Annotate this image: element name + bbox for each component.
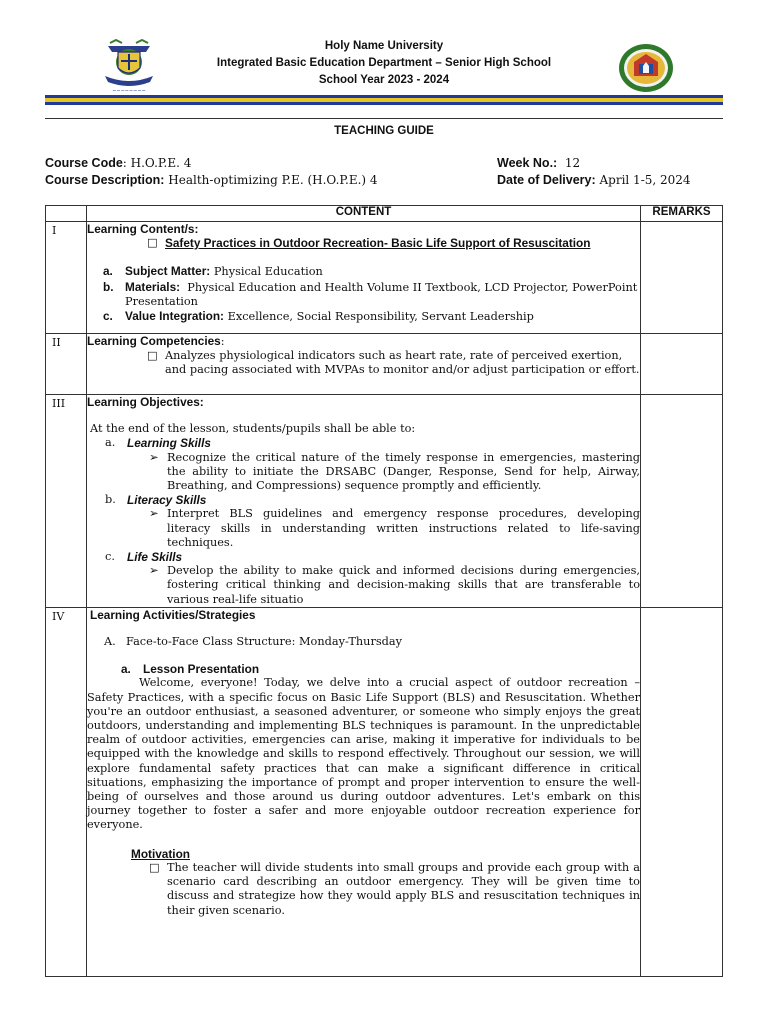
objective-text: Interpret BLS guidelines and emergency response procedures, developing literacy skills in understanding written instructions related to life-saving techniques. [167, 507, 640, 549]
section-number: II [46, 334, 87, 395]
objective-text: Recognize the critical nature of the timely response in emergencies, mastering the ability to initiate the DRSABC (Danger, Response, Send for help, Airway, Breathing, and Compressions) sequence promptly and efficiently. [167, 450, 640, 493]
lesson-presentation-title: Lesson Presentation [143, 662, 260, 677]
subject-matter: Physical Education [213, 265, 323, 279]
department-name: Integrated Basic Education Department – Senior High School [216, 57, 552, 69]
course-info: Course Code: H.O.P.E. 4 Course Description: Health-optimizing P.E. (H.O.P.E.) 4 [45, 156, 378, 187]
course-code: H.O.P.E. 4 [130, 156, 192, 170]
band-blue-bottom [45, 102, 723, 105]
objectives-cell [87, 395, 641, 608]
list-label: a. [105, 436, 116, 450]
value-integration-label: Value Integration: [125, 309, 224, 324]
header-content: CONTENT [87, 206, 641, 222]
list-label: a. [103, 264, 113, 279]
section-heading: Learning Content/s: [87, 222, 199, 236]
learning-content-cell [87, 222, 641, 334]
motivation-title: Motivation [131, 846, 190, 861]
delivery-info [497, 155, 691, 189]
page-title: TEACHING GUIDE [334, 125, 434, 137]
university-logo-left [100, 38, 158, 94]
checkbox-bullet-icon: □ [147, 236, 158, 250]
objective-title: Life Skills [127, 550, 183, 565]
arrow-bullet-icon: ➢ [149, 450, 159, 464]
department-logo-right [617, 42, 675, 94]
list-label: a. [121, 662, 131, 677]
remarks-cell [641, 395, 723, 608]
delivery-date: April 1-5, 2024 [599, 173, 691, 187]
lesson-topic: Safety Practices in Outdoor Recreation- Basic Life Support of Resuscitation [165, 236, 591, 251]
objective-title: Literacy Skills [127, 493, 207, 508]
subject-matter-label: Subject Matter: [125, 264, 211, 279]
section-heading: Learning Activities/Strategies [90, 607, 256, 622]
objective-text: Develop the ability to make quick and informed decisions during emergencies, fostering critical thinking and decision-making skills that are transferable to various real-life situatio [167, 564, 640, 606]
week-number: 12 [564, 156, 581, 170]
arrow-bullet-icon: ➢ [149, 564, 159, 578]
materials-label: Materials: [125, 279, 181, 294]
motivation-text: The teacher will divide students into small groups and provide each group with a scenario card describing an outdoor emergency. They will be given time to discuss and strategize how they would apply BLS and resuscitation techniques in their given scenario. [167, 860, 640, 917]
objectives-intro: At the end of the lesson, students/pupils shall be able to: [90, 422, 416, 436]
course-desc-label: Course Description: [45, 173, 165, 187]
section-heading: Learning Competencies [87, 334, 221, 348]
materials: Physical Education and Health Volume II Textbook, LCD Projector, PowerPoint Presentation [125, 280, 638, 308]
heading-colon: : [220, 335, 225, 348]
checkbox-bullet-icon: □ [147, 349, 158, 363]
lesson-presentation-text: Welcome, everyone! Today, we delve into a crucial aspect of outdoor recreation – Safety Practices, with a specific focus on Basic Life Support (BLS) and Resuscitation. Whether you're an outdoor enthusiast, a seasoned adventurer, or someone who simply enjoys the great outdoors, understanding and implementing BLS techniques is paramount. In the unpredictable realm of outdoor activities, emergencies can arise, making it imperative for individuals to be equipped with the knowledge and skills to respond effectively. Throughout our session, we will explore fundamental safety practices that can make a significant difference in critical situations, emphasizing the importance of prompt and proper intervention to ensure the well-being of ourselves and those around us during outdoor adventures. Let's embark on this journey together to foster a safer and more enjoyable outdoor recreation experience for everyone. [87, 676, 640, 832]
class-structure: Face-to-Face Class Structure: Monday-Thursday [126, 635, 403, 649]
course-code-label: Course Code [45, 156, 123, 170]
checkbox-bullet-icon: □ [149, 860, 160, 874]
value-integration: Excellence, Social Responsibility, Servant Leadership [227, 310, 534, 324]
section-number: III [46, 395, 87, 608]
list-label: b. [103, 279, 114, 294]
header-num-cell [46, 206, 87, 222]
school-year: School Year 2023 - 2024 [318, 74, 450, 86]
section-number: I [46, 222, 87, 334]
section-number: IV [46, 607, 87, 976]
table-row [46, 607, 723, 976]
header-color-bands [45, 95, 723, 105]
objective-title: Learning Skills [127, 436, 211, 451]
competency-text: Analyzes physiological indicators such as heart rate, rate of perceived exertion, and pacing associated with MVPAs to monitor and/or adjust participation or effort. [165, 349, 640, 377]
svg-text:~~~~~~~~: ~~~~~~~~ [112, 88, 146, 94]
remarks-cell [641, 334, 723, 395]
header-remarks: REMARKS [641, 206, 723, 222]
remarks-cell [641, 607, 723, 976]
university-name: Holy Name University [324, 40, 444, 52]
delivery-label: Date of Delivery: [497, 173, 596, 187]
competencies-cell [87, 334, 641, 395]
section-heading: Learning Objectives: [87, 395, 204, 409]
page-header [180, 38, 588, 89]
header-divider [45, 118, 723, 119]
table-row [46, 395, 723, 608]
table-row [46, 334, 723, 395]
course-description: Health-optimizing P.E. (H.O.P.E.) 4 [168, 173, 378, 187]
list-label: c. [103, 309, 113, 324]
list-label: c. [105, 550, 115, 564]
activities-cell [87, 607, 641, 976]
arrow-bullet-icon: ➢ [149, 507, 159, 521]
teaching-guide-table [45, 205, 723, 977]
week-label: Week No.: [497, 156, 558, 170]
list-label: A. [104, 635, 116, 649]
remarks-cell [641, 222, 723, 334]
table-row [46, 222, 723, 334]
list-label: b. [105, 493, 116, 507]
